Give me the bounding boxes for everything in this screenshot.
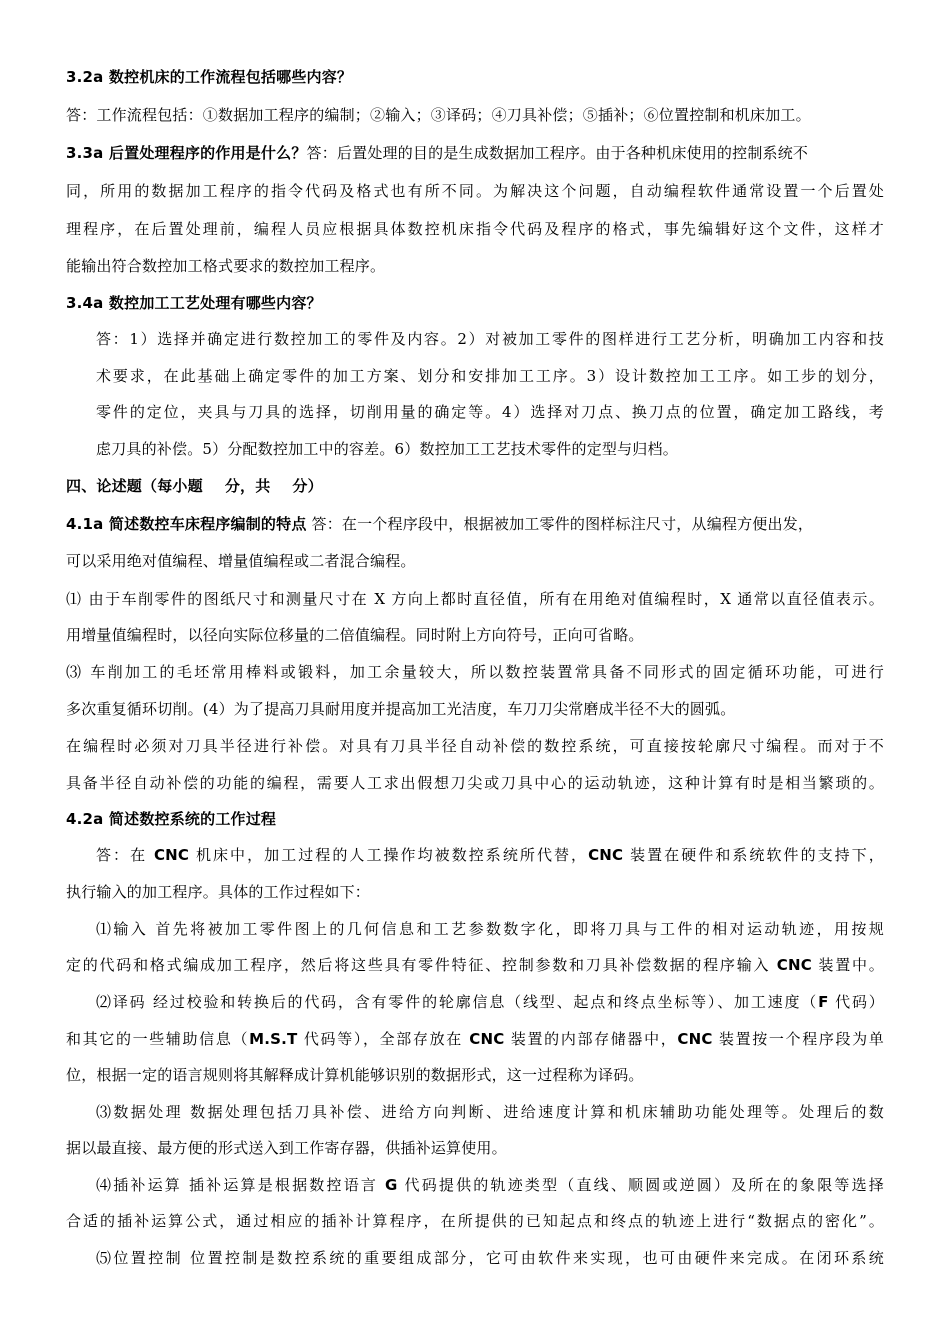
- q41-line-5: ⑶ 车削加工的毛坯常用棒料或锻料，加工余量较大，所以数控装置常具备不同形式的固定循环功能，可进行: [66, 663, 884, 681]
- q42-line-1-a: 答：在: [96, 846, 154, 864]
- section-4-heading: [66, 475, 884, 497]
- p1-line-2-b: 装置中。: [811, 956, 884, 974]
- q34-title: 3.4a 数控加工工艺处理有哪些内容？: [66, 294, 322, 312]
- p2-line-2-b: 代码等），全部存放在: [297, 1030, 470, 1048]
- p1-line-2-a: 定的代码和格式编成加工程序，然后将这些具有零件特征、控制参数和刀具补偿数据的程序输入: [66, 956, 777, 974]
- q33-title: 3.3a 后置处理程序的作用是什么？: [66, 144, 307, 162]
- p3-line-1: ⑶数据处理 数据处理包括刀具补偿、进给方向判断、进给速度计算和机床辅助功能处理等。处理后的数: [96, 1103, 884, 1121]
- q34-line-2: 术要求，在此基础上确定零件的加工方案、划分和安排加工工序。3）设计数控加工工序。如工步的划分，: [96, 367, 884, 385]
- g-code-term: G: [385, 1176, 398, 1194]
- q41-line-8: 具备半径自动补偿的功能的编程，需要人工求出假想刀尖或刀具中心的运动轨迹，这种计算有时是相当繁琐的。: [66, 774, 884, 792]
- q42-line-1-c: 装置在硬件和系统软件的支持下，: [623, 846, 884, 864]
- q42-line-1-b: 机床中，加工过程的人工操作均被数控系统所代替，: [189, 846, 589, 864]
- cnc-term: CNC: [776, 956, 812, 974]
- p4-line-1: [96, 1174, 884, 1196]
- p5-line-1: ⑸位置控制 位置控制是数控系统的重要组成部分，它可由软件来实现，也可由硬件来完成。在闭环系统: [96, 1249, 884, 1267]
- q33-line-4: 能输出符合数控加工格式要求的数控加工程序。: [66, 257, 386, 275]
- cnc-term: CNC: [153, 846, 190, 864]
- p2-line-2-d: 装置按一个程序段为单: [712, 1030, 884, 1048]
- q32-answer: 答：工作流程包括：①数据加工程序的编制；②输入；③译码；④刀具补偿；⑤插补；⑥位置控制和机床加工。: [66, 106, 811, 124]
- q41-line-3: ⑴ 由于车削零件的图纸尺寸和测量尺寸在 X 方向上都时直径值，所有在用绝对值编程时，X 通常以直径值表示。: [66, 590, 884, 608]
- cnc-term: CNC: [469, 1030, 505, 1048]
- q34-line-4: 虑刀具的补偿。5）分配数控加工中的容差。6）数控加工工艺技术零件的定型与归档。: [96, 440, 678, 458]
- p2-line-2: [66, 1028, 884, 1050]
- q33-line-1: [66, 142, 884, 164]
- q41-line-1: [66, 513, 884, 535]
- q41-answer-start: 答：在一个程序段中，根据被加工零件的图样标注尺寸，从编程方便出发，: [311, 515, 814, 533]
- p2-line-3: 位，根据一定的语言规则将其解释成计算机能够识别的数据形式，这一过程称为译码。: [66, 1066, 644, 1084]
- p1-line-2: [66, 954, 884, 976]
- section-4-heading-c: 分）: [292, 477, 323, 495]
- q41-line-7: 在编程时必须对刀具半径进行补偿。对具有刀具半径自动补偿的数控系统，可直接按轮廓尺寸编程。而对于不: [66, 737, 884, 755]
- q33-line-3: 理程序，在后置处理前，编程人员应根据具体数控机床指令代码及程序的格式，事先编辑好这个文件，这样才: [66, 220, 884, 238]
- mst-code-term: M.S.T: [249, 1030, 298, 1048]
- q42-line-2: 执行输入的加工程序。具体的工作过程如下：: [66, 883, 371, 901]
- p3-line-2: 据以最直接、最方便的形式送入到工作寄存器，供插补运算使用。: [66, 1139, 507, 1157]
- p2-line-2-c: 装置的内部存储器中，: [504, 1030, 678, 1048]
- q33-line-2: 同，所用的数据加工程序的指令代码及格式也有所不同。为解决这个问题，自动编程软件通常设置一个后置处: [66, 182, 884, 200]
- q41-line-4: 用增量值编程时，以径向实际位移量的二倍值编程。同时附上方向符号，正向可省略。: [66, 626, 644, 644]
- p1-line-1: ⑴输入 首先将被加工零件图上的几何信息和工艺参数数字化，即将刀具与工件的相对运动轨迹，用按规: [96, 920, 884, 938]
- section-4-heading-b: 分，共: [224, 477, 271, 495]
- cnc-term: CNC: [677, 1030, 713, 1048]
- section-4-heading-a: 四、论述题（每小题: [66, 477, 203, 495]
- q42-line-1: [96, 844, 884, 866]
- q41-line-2: 可以采用绝对值编程、增量值编程或二者混合编程。: [66, 552, 416, 570]
- q41-line-6: 多次重复循环切削。(4）为了提高刀具耐用度并提高加工光洁度，车刀刀尖常磨成半径不大的圆弧。: [66, 700, 736, 718]
- q34-line-1: 答：1）选择并确定进行数控加工的零件及内容。2）对被加工零件的图样进行工艺分析，明确加工内容和技: [96, 330, 884, 348]
- p4-line-1-b: 代码提供的轨迹类型（直线、顺圆或逆圆）及所在的象限等选择: [397, 1176, 884, 1194]
- q41-title: 4.1a 简述数控车床程序编制的特点: [66, 515, 307, 533]
- cnc-term: CNC: [588, 846, 624, 864]
- q32-title: 3.2a 数控机床的工作流程包括哪些内容？: [66, 68, 353, 86]
- p2-line-1-a: ⑵译码 经过校验和转换后的代码，含有零件的轮廓信息（线型、起点和终点坐标等）、加工速度（: [96, 993, 819, 1011]
- p2-line-1: [96, 991, 884, 1013]
- p4-line-1-a: ⑷插补运算 插补运算是根据数控语言: [96, 1176, 386, 1194]
- q42-title: 4.2a 简述数控系统的工作过程: [66, 810, 277, 828]
- p2-line-2-a: 和其它的一些辅助信息（: [66, 1030, 250, 1048]
- p2-line-1-b: 代码）: [828, 993, 884, 1011]
- q33-answer-start: 答：后置处理的目的是生成数据加工程序。由于各种机床使用的控制系统不: [306, 144, 809, 162]
- q34-line-3: 零件的定位，夹具与刀具的选择，切削用量的确定等。4）选择对刀点、换刀点的位置，确定加工路线，考: [96, 403, 884, 421]
- f-code-term: F: [818, 993, 829, 1011]
- p4-line-2: 合适的插补运算公式，通过相应的插补计算程序，在所提供的已知起点和终点的轨迹上进行“数据点的密化”。: [66, 1212, 884, 1230]
